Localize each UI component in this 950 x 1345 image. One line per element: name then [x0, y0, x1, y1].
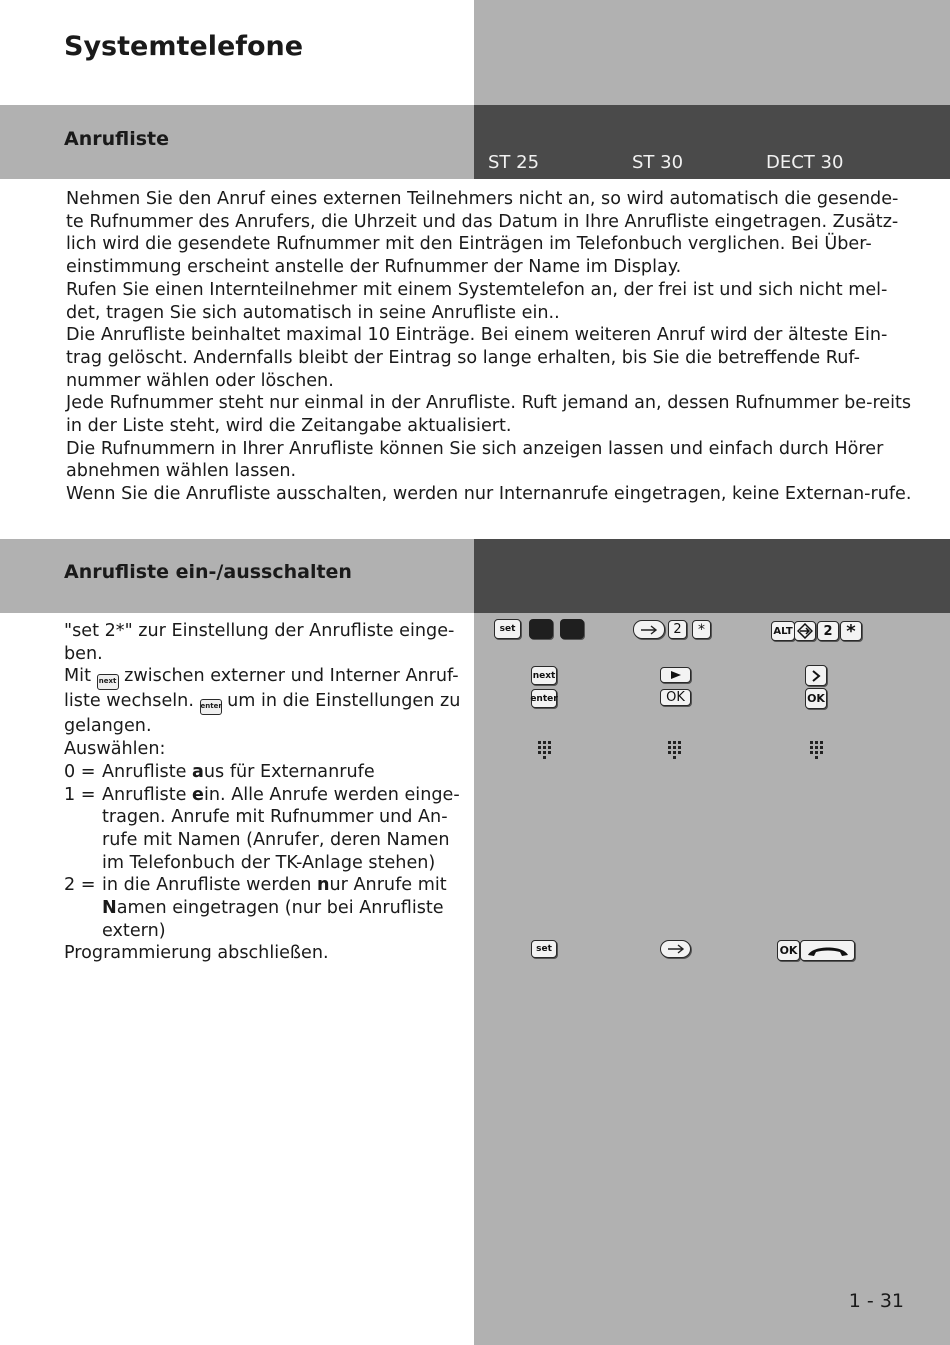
handset-icon — [800, 940, 855, 961]
intro-paragraph: Die Rufnummern in Ihrer Anrufliste können Sie sich anzeigen lassen und einfach durch Hörer abnehmen wählen lassen. — [66, 438, 884, 482]
intro-paragraph: Wenn Sie die Anrufliste ausschalten, werden nur Internanrufe eingetragen, keine Externan-rufe. — [66, 484, 912, 505]
device-header-band — [474, 105, 950, 179]
option-text: Anrufliste ein. Alle Anrufe werden einge-tragen. Anrufe mit Rufnummer und An-rufe mit Namen (Anrufer, deren Namen im Telefonbuch der TK-Anlage stehen) — [102, 784, 460, 873]
star-key: * — [840, 621, 862, 641]
step-text: Mit — [64, 666, 91, 687]
column-label-st30: ST 30 — [632, 152, 684, 173]
option-1 — [64, 784, 474, 875]
keypad-icon — [537, 740, 553, 762]
intro-paragraph: Nehmen Sie den Anruf eines externen Teilnehmers nicht an, so wird automatisch die gesende-te Rufnummer des Anrufers, die Uhrzeit und das Datum in Ihre Anrufliste eingetragen. Zusätz-lich wird die gesendete Rufnummer mit den Einträgen im Telefonbuch verglichen. Bei Über-einstimmung erscheint anstelle der Rufnummer der Name im Display. — [66, 189, 899, 278]
section-title: Anrufliste — [64, 128, 170, 150]
option-2 — [64, 874, 474, 942]
step-text: um in die Einstellungen zu gelangen. — [64, 691, 461, 737]
enter-key: enter — [531, 689, 557, 708]
device-header-band — [474, 539, 950, 613]
set-key: set — [494, 619, 521, 639]
digit-key-2 — [529, 619, 553, 639]
step-text: zwischen externer und Interner Anruf-liste wechseln. — [64, 666, 459, 712]
intro-paragraph: Rufen Sie einen Internteilnehmer mit einem Systemtelefon an, der frei ist und sich nicht mel-det, tragen Sie sich automatisch in seine Anrufliste ein.. — [66, 279, 888, 323]
chevron-right-icon — [805, 665, 827, 686]
alt-key: ALT — [771, 621, 795, 641]
ok-key: OK — [777, 940, 800, 961]
option-number: 2 = — [64, 875, 96, 896]
digit-key-2: 2 — [668, 620, 687, 639]
option-number: 1 = — [64, 784, 96, 805]
intro-paragraph: Die Anrufliste beinhaltet maximal 10 Einträge. Bei einem weiteren Anruf wird der älteste Ein-trag gelöscht. Andernfalls bleibt der Eintrag so lange erhalten, bis Sie die betreffende Ruf-nummer wählen oder löschen. — [66, 325, 888, 391]
arrow-right-icon — [633, 620, 665, 639]
set-key: set — [531, 940, 557, 958]
column-label-dect30: DECT 30 — [766, 152, 844, 173]
step-set: "set 2*" zur Einstellung der Anrufliste einge-ben. — [64, 621, 455, 664]
select-label: Auswählen: — [64, 739, 166, 760]
keypad-icon — [667, 740, 683, 762]
digit-key-2: 2 — [817, 621, 839, 641]
play-icon — [660, 667, 691, 683]
intro-paragraph: Jede Rufnummer steht nur einmal in der Anrufliste. Ruft jemand an, dessen Rufnummer be-reits in der Liste steht, wird die Zeitangabe aktualisiert. — [66, 393, 912, 437]
star-key — [560, 619, 584, 639]
ok-key: OK — [805, 688, 827, 709]
enter-key-inline: enter — [200, 699, 222, 715]
option-text: in die Anrufliste werden nur Anrufe mit Namen eingetragen (nur bei Anrufliste extern) — [102, 875, 447, 941]
instructions — [64, 620, 474, 965]
keypad-icon — [809, 740, 825, 762]
option-text: Anrufliste aus für Externanrufe — [102, 761, 375, 782]
page-title: Systemtelefone — [64, 31, 304, 62]
option-number: 0 = — [64, 761, 96, 782]
diamond-arrow-icon — [794, 621, 816, 641]
step-finish: Programmierung abschließen. — [64, 943, 329, 964]
ok-key: OK — [660, 689, 691, 706]
intro-text — [66, 188, 916, 506]
section-title: Anrufliste ein-/ausschalten — [64, 561, 352, 583]
option-0 — [64, 761, 474, 784]
step-next — [64, 665, 474, 738]
column-label-st25: ST 25 — [488, 152, 540, 173]
arrow-right-icon — [660, 940, 691, 958]
page-number: 1 - 31 — [848, 1290, 904, 1312]
star-key: * — [692, 620, 711, 639]
next-key-inline: next — [97, 674, 119, 690]
next-key: next — [531, 666, 557, 685]
